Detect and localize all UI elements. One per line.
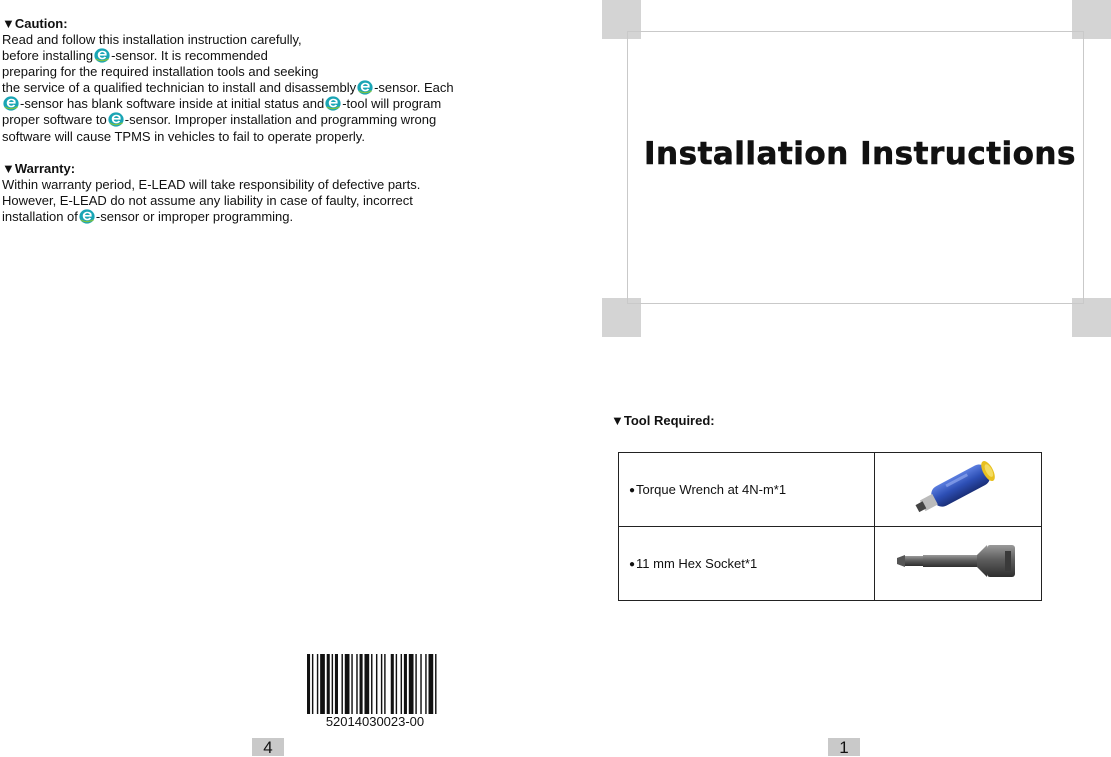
tool-name-cell	[619, 453, 875, 527]
caution-heading: ▼Caution:	[2, 16, 68, 31]
warranty-heading: ▼Warranty:	[2, 161, 76, 176]
text-segment: However, E-LEAD do not assume any liability in case of faulty, incorrect	[2, 193, 413, 209]
table-row	[619, 527, 1042, 601]
text-line	[2, 64, 454, 80]
text-segment: Read and follow this installation instruction carefully,	[2, 32, 302, 47]
text-line	[2, 32, 454, 48]
text-segment: software will cause TPMS in vehicles to fail to operate properly.	[2, 128, 365, 144]
tool-name-cell	[619, 527, 875, 601]
tool-name: 11 mm Hex Socket*1	[636, 556, 758, 571]
text-segment: -sensor or improper programming.	[95, 209, 294, 225]
caution-paragraph	[2, 32, 454, 145]
barcode-number: 52014030023-00	[325, 714, 425, 729]
page-number-right: 1	[828, 738, 860, 756]
text-segment: proper software to	[2, 112, 107, 128]
text-line	[2, 112, 454, 128]
text-line	[2, 129, 454, 145]
tools-heading: ▼Tool Required:	[611, 413, 715, 428]
warranty-paragraph	[2, 177, 420, 225]
text-line	[2, 209, 420, 225]
text-line	[2, 48, 454, 64]
text-segment: -sensor. It is recommended	[111, 48, 268, 64]
barcode-bars	[307, 654, 440, 714]
text-segment: -tool will program	[342, 96, 442, 112]
bullet: ●	[629, 559, 636, 570]
bullet: ●	[629, 485, 636, 496]
e-sensor-logo-icon	[108, 112, 124, 127]
torque-wrench-icon	[908, 454, 1008, 520]
text-line	[2, 193, 420, 209]
e-sensor-logo-icon	[357, 80, 373, 95]
e-sensor-logo-icon	[3, 96, 19, 111]
text-segment: -sensor. Improper installation and programming wrong	[124, 112, 437, 128]
page-number-left: 4	[252, 738, 284, 756]
text-segment: the service of a qualified technician to install and disassembly	[2, 80, 357, 96]
tool-image-cell	[874, 453, 1041, 527]
page-title: Installation Instructions	[644, 136, 1076, 172]
text-line	[2, 96, 454, 112]
e-sensor-logo-icon	[79, 209, 95, 224]
text-segment: before installing	[2, 48, 94, 64]
text-segment: installation of	[2, 209, 78, 225]
barcode	[307, 654, 440, 714]
e-sensor-logo-icon	[325, 96, 341, 111]
text-segment: preparing for the required installation tools and seeking	[2, 64, 319, 80]
hex-socket-icon	[893, 531, 1023, 591]
tool-name: Torque Wrench at 4N-m*1	[636, 482, 787, 497]
text-line	[2, 177, 420, 193]
text-line	[2, 80, 454, 96]
tool-image-cell	[874, 527, 1041, 601]
text-segment: -sensor has blank software inside at initial status and	[20, 96, 325, 112]
tools-table	[618, 452, 1042, 601]
e-sensor-logo-icon	[94, 48, 110, 63]
text-segment: Within warranty period, E-LEAD will take responsibility of defective parts.	[2, 177, 421, 192]
text-segment: -sensor. Each	[374, 80, 454, 96]
table-row	[619, 453, 1042, 527]
